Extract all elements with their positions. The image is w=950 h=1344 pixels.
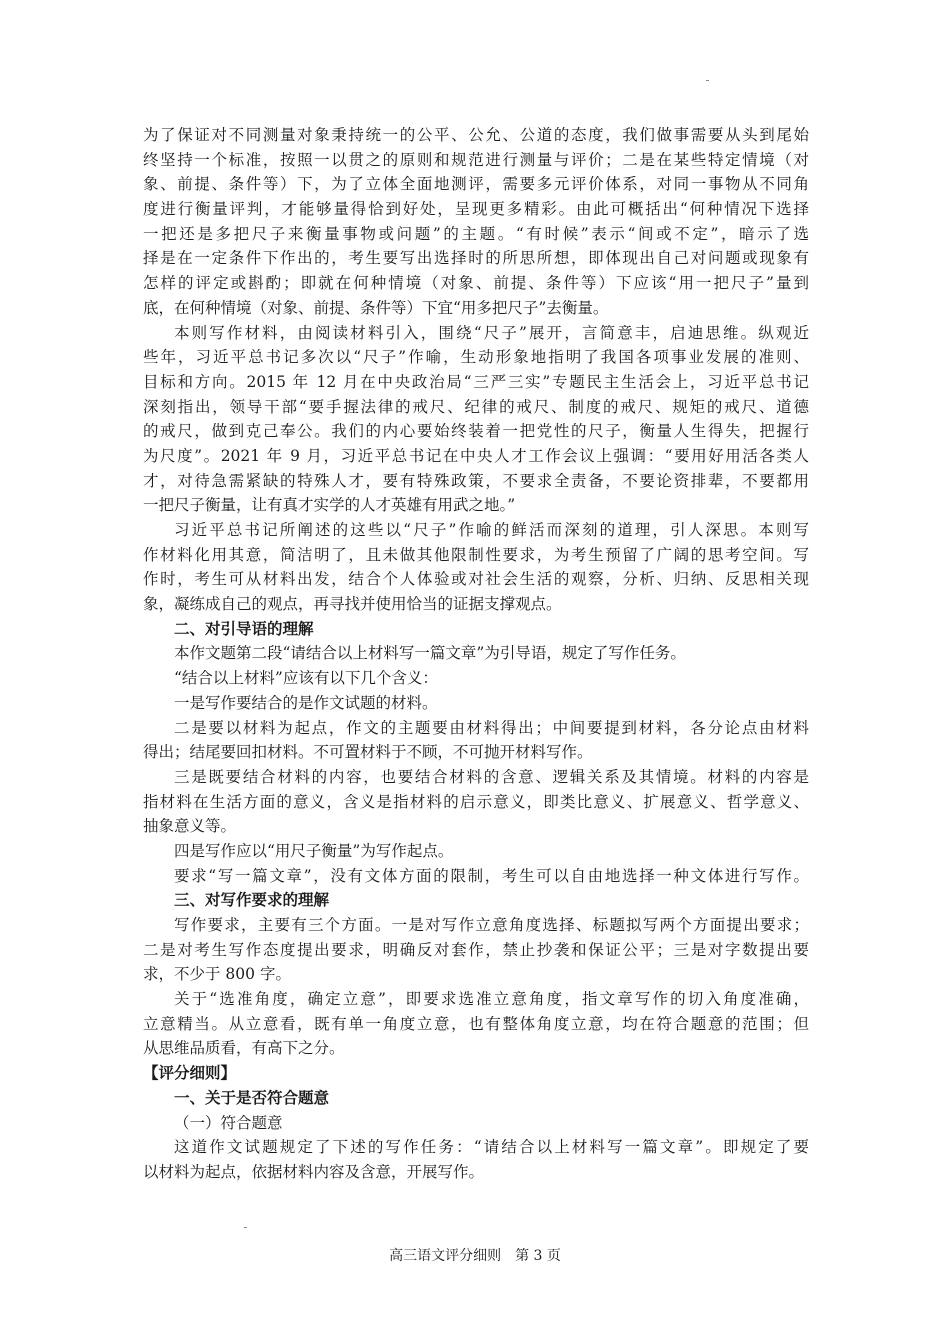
text-line: 这道作文试题规定了下述的写作任务：“请结合以上材料写一篇文章”。即规定了要 [174, 1138, 809, 1157]
section-heading: 二、对引导语的理解 [174, 618, 314, 638]
text-line: （一）符合题意 [174, 1113, 283, 1132]
page-footer: 高三语文评分细则 第 3 页 [389, 1248, 561, 1264]
text-line: 一把尺子衡量，让有真才实学的人才英雄有用武之地。” [143, 496, 516, 515]
text-line: 作时，考生可从材料出发，结合个人体验或对社会生活的观察，分析、归纳、反思相关现 [143, 570, 809, 589]
text-line: 才，对待急需紧缺的特殊人才，要有特殊政策，不要求全责备，不要论资排辈，不要都用 [143, 471, 809, 490]
text-line: 怎样的评定或斟酌；即就在何种情境（对象、前提、条件等）下应该“用一把尺子”量到 [143, 274, 809, 293]
document-body [143, 123, 809, 1185]
text-line: 二是对考生写作态度提出要求，明确反对套作，禁止抄袭和保证公平；三是对字数提出要 [143, 940, 809, 959]
text-line: 写作要求，主要有三个方面。一是对写作立意角度选择、标题拟写两个方面提出要求； [174, 916, 809, 934]
text-line: 本作文题第二段“请结合以上材料写一篇文章”为引导语，规定了写作任务。 [174, 644, 686, 663]
text-line: 得出；结尾要回扣材料。不可置材料于不顾，不可抛开材料写作。 [143, 743, 593, 762]
text-line: 关于“选准角度，确定立意”，即要求选准立意角度，指文章写作的切入角度准确， [174, 990, 809, 1009]
text-line: 为了保证对不同测量对象秉持统一的公平、公允、公道的态度，我们做事需要从头到尾始 [143, 126, 809, 144]
text-line: 终坚持一个标准，按照一以贯之的原则和规范进行测量与评价；二是在某些特定情境（对 [143, 150, 809, 169]
text-line: 立意精当。从立意看，既有单一角度立意，也有整体角度立意，均在符合题意的范围；但 [143, 1014, 809, 1033]
text-line: 择是在一定条件下作出的，考生要写出选择时的所思所想，即体现出自己对问题或现象有 [143, 249, 809, 268]
text-line: 象、前提、条件等）下，为了立体全面地测评，需要多元评价体系，对同一事物从不同角 [143, 175, 809, 194]
text-line: 三是既要结合材料的内容，也要结合材料的含意、逻辑关系及其情境。材料的内容是 [174, 767, 809, 786]
text-line: 些年，习近平总书记多次以“尺子”作喻，生动形象地指明了我国各项事业发展的准则、 [143, 348, 809, 367]
text-line: 深刻指出，领导干部“要手握法律的戒尺、纪律的戒尺、制度的戒尺、规矩的戒尺、道德 [143, 397, 809, 416]
text-line: 要求“写一篇文章”，没有文体方面的限制，考生可以自由地选择一种文体进行写作。 [174, 866, 809, 885]
text-line: 以材料为起点，依据材料内容及含意，开展写作。 [143, 1162, 485, 1181]
text-line: 从思维品质看，有高下之分。 [143, 1039, 345, 1058]
text-line: 为尺度”。2021 年 9 月，习近平总书记在中央人才工作会议上强调：“要用好用活各类人 [143, 446, 809, 465]
text-line: 抽象意义等。 [143, 817, 237, 836]
section-heading: 三、对写作要求的理解 [174, 890, 330, 910]
text-line: 象，凝练成自己的观点，再寻找并使用恰当的证据支撑观点。 [143, 595, 562, 614]
scan-mark [706, 80, 709, 81]
section-heading: 一、关于是否符合题意 [174, 1087, 330, 1107]
text-line: 底，在何种情境（对象、前提、条件等）下宜“用多把尺子”去衡量。 [143, 298, 609, 317]
text-line: 度进行衡量评判，才能够量得恰到好处，呈现更多精彩。由此可概括出“何种情况下选择 [143, 200, 809, 219]
scan-mark [244, 1227, 247, 1228]
text-line: 习近平总书记所阐述的这些以“尺子”作喻的鲜活而深刻的道理，引人深思。本则写 [174, 521, 809, 539]
text-line: 一把还是多把尺子来衡量事物或问题”的主题。“有时候”表示“间或不定”，暗示了选 [143, 224, 809, 243]
text-line: 的戒尺，做到克己奉公。我们的内心要始终装着一把党性的尺子，衡量人生得失，把握行 [143, 422, 809, 441]
text-line: 作材料化用其意，简洁明了，且未做其他限制性要求，为考生预留了广阔的思考空间。写 [143, 545, 809, 564]
section-heading: 【评分细则】 [143, 1063, 237, 1083]
text-line: 四是写作应以“用尺子衡量”为写作起点。 [174, 841, 454, 860]
text-line: 目标和方向。2015 年 12 月在中央政治局“三严三实”专题民主生活会上，习近平总书记 [143, 372, 809, 391]
text-line: 本则写作材料，由阅读材料引入，围绕“尺子”展开，言简意丰，启迪思维。纵观近 [174, 323, 809, 342]
text-line: 一是写作要结合的是作文试题的材料。 [174, 693, 438, 712]
text-line: 求，不少于 800 字。 [143, 965, 291, 984]
text-line: 二是要以材料为起点，作文的主题要由材料得出；中间要提到材料，各分论点由材料 [174, 718, 809, 737]
text-line: 指材料在生活方面的意义，含义是指材料的启示意义，即类比意义、扩展意义、哲学意义、 [143, 792, 809, 811]
text-line: “结合以上材料”应该有以下几个含义： [174, 669, 438, 688]
